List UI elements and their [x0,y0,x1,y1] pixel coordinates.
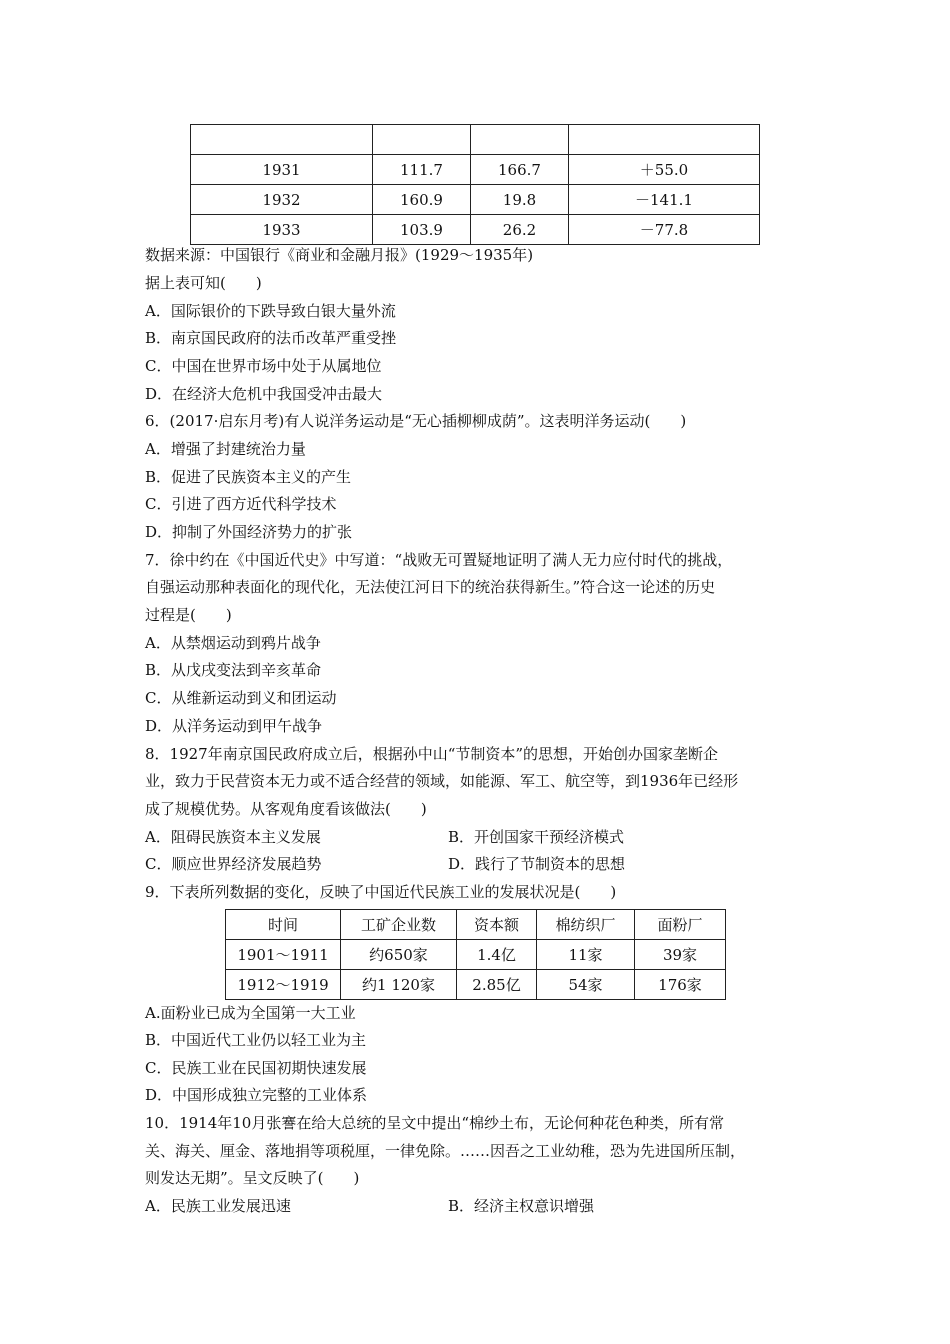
question-6-option-a: A．增强了封建统治力量 [145,440,306,458]
question-6-option-c: C．引进了西方近代科学技术 [145,495,337,513]
question-7-stem-line: 自强运动那种表面化的现代化，无法使江河日下的统治获得新生。”符合这一论述的历史 [145,578,716,596]
question-7-stem-line: 7．徐中约在《中国近代史》中写道：“战败无可置疑地证明了满人无力应付时代的挑战， [145,551,733,569]
table-cell: －77.8 [569,215,760,245]
question-6-option-b: B．促进了民族资本主义的产生 [145,468,352,486]
question-9-option-c: C．民族工业在民国初期快速发展 [145,1059,367,1077]
table-header-cell [373,125,471,155]
question-10-stem-line: 关、海关、厘金、落地捐等项税厘，一律免除。……因吾之工业幼稚，恐为先进国所压制， [145,1142,746,1160]
question-5-option-b: B．南京国民政府的法币改革严重受挫 [145,329,397,347]
question-9-option-a: A.面粉业已成为全国第一大工业 [145,1004,356,1022]
table-row [191,215,760,245]
table-cell: 1912～1919 [226,970,341,1000]
table-cell: 1933 [191,215,373,245]
table-cell: ＋55.0 [569,155,760,185]
question-7-option-b: B．从戊戌变法到辛亥革命 [145,661,322,679]
table-cell: 111.7 [373,155,471,185]
question-9-option-d: D．中国形成独立完整的工业体系 [145,1086,368,1104]
question-5-option-c: C．中国在世界市场中处于从属地位 [145,357,382,375]
question-10-stem-line: 则发达无期”。呈文反映了( ) [145,1169,360,1187]
question-5-option-a: A．国际银价的下跌导致白银大量外流 [145,302,396,320]
table-cell: 26.2 [471,215,569,245]
table-cell: 103.9 [373,215,471,245]
table-row [191,185,760,215]
table-cell: 约1 120家 [341,970,457,1000]
table-header-cell: 时间 [226,910,341,940]
question-7-option-d: D．从洋务运动到甲午战争 [145,717,323,735]
table-header-cell: 工矿企业数 [341,910,457,940]
table-row [226,970,726,1000]
table-cell: 39家 [635,940,726,970]
table-header-cell: 资本额 [457,910,537,940]
question-10-option-b: B．经济主权意识增强 [448,1197,595,1215]
table-header-cell [471,125,569,155]
data-source-note: 数据来源：中国银行《商业和金融月报》(1929～1935年) [145,246,534,264]
question-7-option-a: A．从禁烟运动到鸦片战争 [145,634,321,652]
table-cell: 54家 [537,970,635,1000]
question-5-option-d: D．在经济大危机中我国受冲击最大 [145,385,383,403]
question-8-stem-line: 8．1927年南京国民政府成立后，根据孙中山“节制资本”的思想，开始创办国家垄断企 [145,745,719,763]
table-header-cell: 面粉厂 [635,910,726,940]
table-cell: 1.4亿 [457,940,537,970]
silver-flow-table [190,124,760,245]
table-header-row [226,910,726,940]
question-8-option-c: C．顺应世界经济发展趋势 [145,855,322,873]
table-header-cell: 棉纺织厂 [537,910,635,940]
question-6-option-d: D．抑制了外国经济势力的扩张 [145,523,353,541]
table-row [226,940,726,970]
table-header-cell [191,125,373,155]
table-cell: 160.9 [373,185,471,215]
question-10-option-a: A．民族工业发展迅速 [145,1197,291,1215]
question-7-option-c: C．从维新运动到义和团运动 [145,689,337,707]
question-8-stem-line: 成了规模优势。从客观角度看该做法( ) [145,800,427,818]
table-cell: 1931 [191,155,373,185]
table-header-cell [569,125,760,155]
table-cell: －141.1 [569,185,760,215]
table-cell: 11家 [537,940,635,970]
question-9-stem: 9．下表所列数据的变化，反映了中国近代民族工业的发展状况是( ) [145,883,617,901]
industry-table [225,909,726,1000]
question-9-option-b: B．中国近代工业仍以轻工业为主 [145,1031,367,1049]
question-8-option-a: A．阻碍民族资本主义发展 [145,828,321,846]
table-cell: 166.7 [471,155,569,185]
question-7-stem-line: 过程是( ) [145,606,232,624]
question-6-stem: 6．(2017·启东月考)有人说洋务运动是“无心插柳柳成荫”。这表明洋务运动( ) [145,412,687,430]
table-cell: 2.85亿 [457,970,537,1000]
table-cell: 176家 [635,970,726,1000]
table-row [191,155,760,185]
question-8-option-d: D．践行了节制资本的思想 [448,855,626,873]
table-cell: 19.8 [471,185,569,215]
question-10-stem-line: 10．1914年10月张謇在给大总统的呈文中提出“棉纱土布，无论何种花色种类，所有常 [145,1114,725,1132]
question-8-stem-line: 业，致力于民营资本无力或不适合经营的领域，如能源、军工、航空等，到1936年已经形 [145,772,739,790]
table-cell: 约650家 [341,940,457,970]
table-cell: 1901～1911 [226,940,341,970]
table-header-row [191,125,760,155]
question-5-stem: 据上表可知( ) [145,274,262,292]
question-8-option-b: B．开创国家干预经济模式 [448,828,625,846]
table-cell: 1932 [191,185,373,215]
